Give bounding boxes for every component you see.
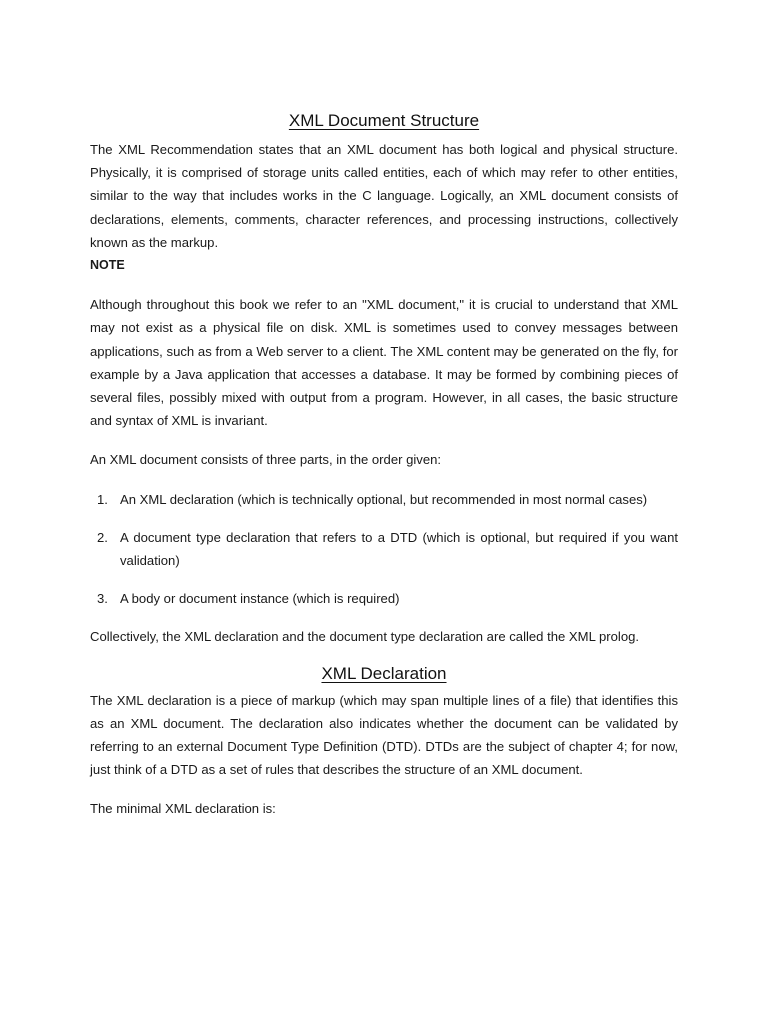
list-item: [90, 526, 678, 572]
section-heading: XML Declaration: [321, 663, 447, 683]
list-item: [90, 488, 678, 511]
parts-list: [90, 488, 678, 611]
note-label: NOTE: [90, 258, 125, 273]
list-item-number: 3.: [97, 591, 108, 607]
list-item-number: 2.: [97, 529, 108, 545]
list-item-text: A body or document instance (which is required): [120, 591, 400, 607]
list-item-text: A document type declaration that refers to a DTD (which is optional, but required if you want validation): [120, 529, 678, 569]
note-paragraph: Although throughout this book we refer to an "XML document," it is crucial to understand that XML may not exist as a physical file on disk. XML is sometimes used to convey messages between applications, such as from a Web server to a client. The XML content may be generated on the fly, for example by a Java application that accesses a database. It may be formed by combining pieces of several files, possibly mixed with output from a program. However, in all cases, the basic structure and syntax of XML is invariant.: [90, 297, 678, 429]
minimal-declaration-paragraph: The minimal XML declaration is:: [90, 801, 276, 817]
page-title: XML Document Structure: [288, 111, 480, 130]
prolog-paragraph: Collectively, the XML declaration and the document type declaration are called the XML prolog.: [90, 629, 640, 645]
intro-paragraph: The XML Recommendation states that an XML document has both logical and physical structure. Physically, it is comprised of storage units called entities, each of which may refer to other entities, similar to the way that includes works in the C language. Logically, an XML document consists of declarations, elements, comments, character references, and processing instructions, collectively known as the markup.: [90, 142, 678, 250]
list-item-number: 1.: [97, 491, 108, 507]
list-item-text: An XML declaration (which is technically optional, but recommended in most normal cases): [120, 491, 648, 507]
list-item: [90, 587, 678, 610]
parts-intro-paragraph: An XML document consists of three parts, in the order given:: [90, 452, 442, 468]
document-page: [90, 108, 678, 821]
declaration-paragraph: The XML declaration is a piece of markup (which may span multiple lines of a file) that identifies this as an XML document. The declaration also indicates whether the document can be validated by referring to an external Document Type Definition (DTD). DTDs are the subject of chapter 4; for now, just think of a DTD as a set of rules that describes the structure of an XML document.: [90, 692, 678, 778]
